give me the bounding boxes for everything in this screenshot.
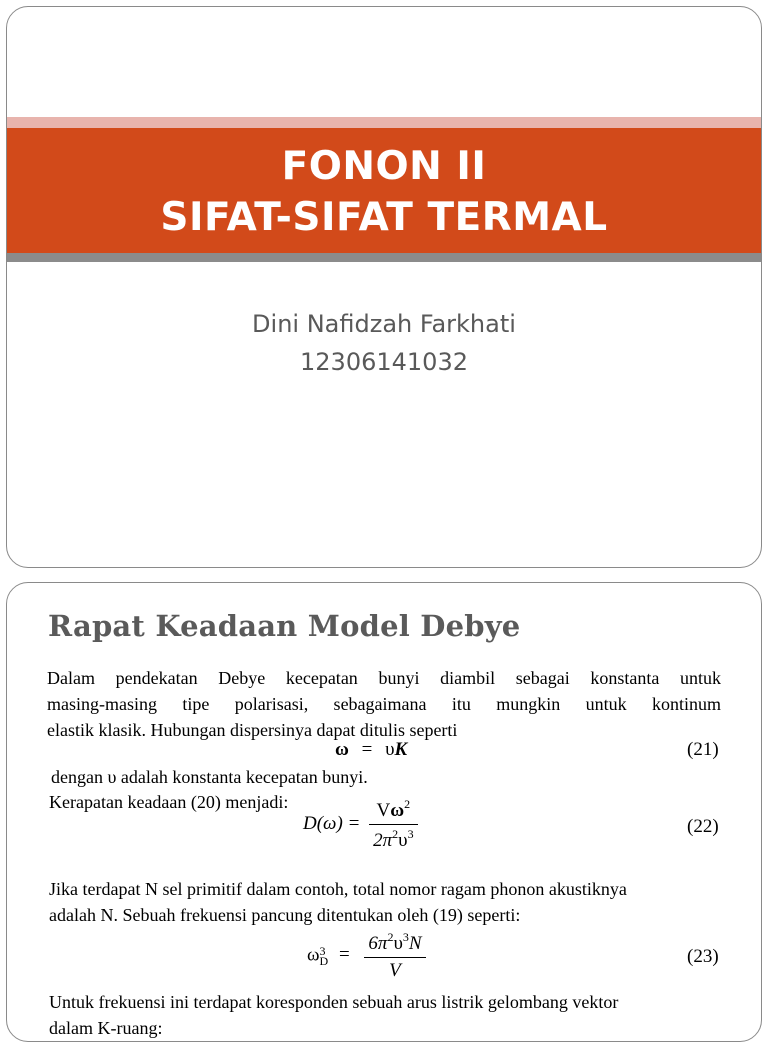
- author-name: Dini Nafidzah Farkhati: [252, 310, 516, 338]
- title-band-top-accent: [7, 117, 761, 128]
- eq22-den-exp1: 2: [392, 827, 399, 841]
- eq23-fraction: [364, 930, 425, 982]
- slide-title-line2: SIFAT-SIFAT TERMAL: [160, 195, 608, 240]
- text-line: elastik klasik. Hubungan dispersinya dapat ditulis seperti: [47, 720, 458, 740]
- paragraph-cutoff: [49, 876, 749, 928]
- equation-number-23: (23): [687, 946, 719, 967]
- eq21-k: K: [394, 739, 408, 760]
- slide-heading: Rapat Keadaan Model Debye: [48, 609, 521, 643]
- slide-title: [7, 141, 761, 243]
- eq21-omega: ω: [335, 739, 349, 760]
- eq21-upsilon: υ: [385, 739, 395, 760]
- eq23-den-v: V: [389, 960, 401, 981]
- equation-21: [335, 739, 407, 761]
- eq22-den-v: υ: [398, 830, 408, 851]
- eq22-num-v: V: [376, 800, 391, 821]
- equation-22: [303, 797, 418, 852]
- text-line: dengan υ adalah konstanta kecepatan bunyi.: [51, 767, 368, 787]
- eq23-num-n: N: [408, 933, 422, 954]
- text-line: masing-masing tipe polarisasi, sebagaimana itu mungkin untuk kontinum: [47, 694, 721, 714]
- eq23-num-v: υ: [393, 933, 403, 954]
- title-band-bottom-accent: [7, 253, 761, 262]
- eq23-lhs-sup: 3: [319, 944, 326, 958]
- eq22-den-exp2: 3: [407, 827, 414, 841]
- eq22-num-exp: 2: [404, 797, 411, 811]
- eq22-lhs: D(ω) =: [303, 812, 361, 834]
- slide-title-line1: FONON II: [281, 144, 487, 189]
- eq23-num-6pi: 6π: [368, 933, 388, 954]
- text-line: Dalam pendekatan Debye kecepatan bunyi diambil sebagai konstanta untuk: [47, 668, 721, 688]
- eq23-lhs-sub: D: [319, 954, 329, 968]
- eq22-den-2pi: 2π: [373, 830, 393, 851]
- slide-subtitle: [7, 305, 761, 381]
- text-line: Kerapatan keadaan (20) menjadi:: [49, 792, 289, 812]
- text-line: Jika terdapat N sel primitif dalam contoh, total nomor ragam phonon akustiknya: [49, 879, 627, 899]
- eq23-omega: ω: [307, 944, 320, 966]
- text-line: dalam K-ruang:: [49, 1018, 163, 1038]
- equation-23: [307, 930, 426, 982]
- title-slide: [6, 6, 762, 568]
- text-line: adalah N. Sebuah frekuensi pancung ditentukan oleh (19) seperti:: [49, 905, 521, 925]
- text-line: Untuk frekuensi ini terdapat koresponden sebuah arus listrik gelombang vektor: [49, 992, 619, 1012]
- eq21-equals: =: [361, 739, 373, 760]
- eq23-num-exp1: 2: [387, 930, 394, 944]
- eq23-equals: =: [338, 944, 350, 966]
- eq22-fraction: [369, 797, 417, 852]
- paragraph-wavevector: [49, 989, 749, 1041]
- equation-number-21: (21): [687, 739, 719, 760]
- content-slide: [6, 582, 762, 1042]
- paragraph-intro: [47, 665, 721, 743]
- equation-number-22: (22): [687, 816, 719, 837]
- eq22-num-omega: ω: [390, 800, 405, 821]
- eq23-num-exp2: 3: [402, 930, 409, 944]
- student-id: 12306141032: [300, 348, 468, 376]
